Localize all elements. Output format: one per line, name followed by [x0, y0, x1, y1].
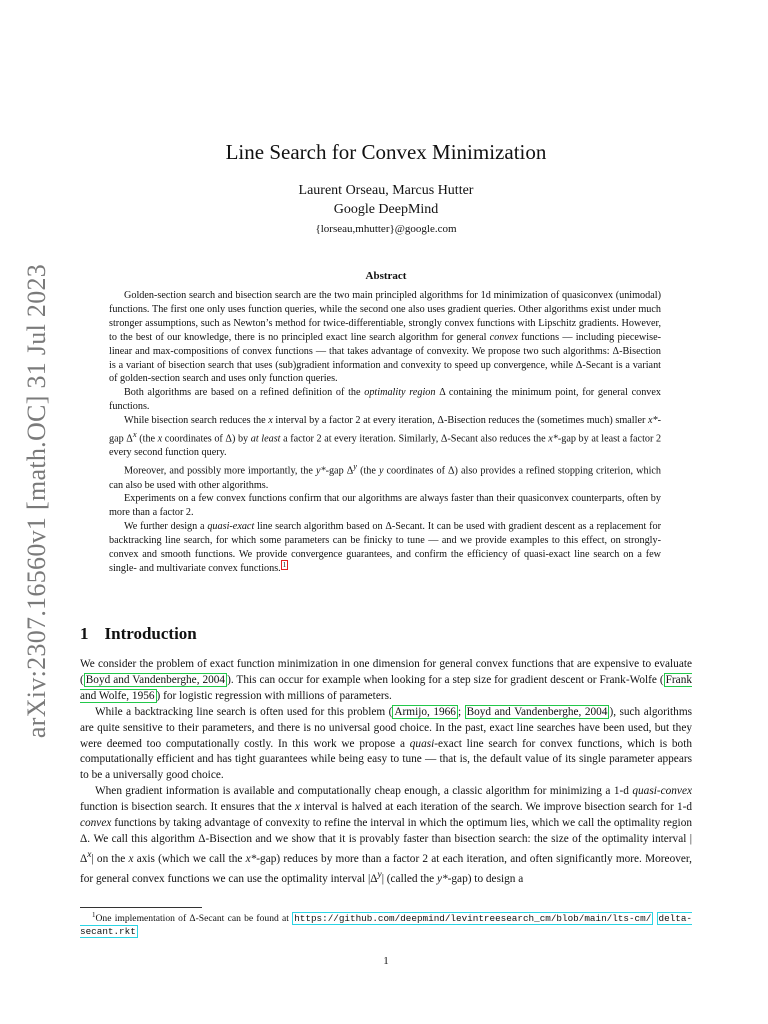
abstract-paragraph [109, 492, 661, 520]
section-title: Introduction [104, 624, 197, 643]
citation-separator: , [196, 673, 203, 686]
paper-affiliation: Google DeepMind [333, 202, 439, 217]
text-span: Δ containing the minimum point, for general convex functions. [109, 387, 661, 413]
arxiv-identifier-stamp [8, 262, 66, 740]
citation-year: 2004 [584, 705, 608, 718]
text-span: -gap by at least a factor 2 every second function query. [109, 433, 662, 459]
text-span: function is bisection search. It ensures that the [80, 801, 292, 814]
text-span: We consider the problem of exact function minimization in one dimension for general convex functions that are expensive to evaluate ( [80, 658, 692, 686]
abstract-paragraph [109, 520, 661, 576]
math-var: x* [548, 433, 558, 445]
body-paragraph [80, 784, 692, 887]
footnote-divider [80, 907, 202, 908]
citation-link[interactable] [392, 705, 458, 719]
emphasis: optimality region [364, 387, 436, 399]
math-sup: y [377, 869, 382, 880]
abstract-paragraph [109, 289, 661, 386]
text-span: (the [360, 465, 376, 477]
text-span: -gap Δ [325, 465, 354, 477]
citation-separator: ; [457, 705, 465, 718]
text-span: While bisection search reduces the [124, 415, 266, 427]
text-span: (the [139, 433, 156, 445]
text-span: We further design a [124, 521, 205, 533]
emphasis: quasi-convex [632, 785, 692, 798]
text-span: When gradient information is available and computationally cheap enough, a classic algorithm for minimizing a 1-d [95, 785, 629, 798]
paper-authors: Laurent Orseau, Marcus Hutter [298, 183, 474, 198]
footnote-mark: 1 [92, 910, 96, 919]
text-span: coordinates of Δ) by [164, 433, 249, 445]
citation-authors: Armijo [394, 705, 428, 718]
math-sup: x [132, 429, 137, 440]
page-number: 1 [383, 955, 389, 967]
math-var: x* [647, 415, 658, 427]
citation-separator: , [126, 689, 132, 702]
math-sup: y [353, 461, 358, 472]
introduction-body [80, 657, 692, 887]
emphasis: at least [250, 433, 281, 445]
section-number: 1 [80, 624, 89, 643]
text-span: Moreover, and possibly more importantly, the [124, 465, 313, 477]
emphasis: convex [489, 331, 518, 343]
math-var: x* [245, 852, 257, 865]
footnote [80, 912, 692, 938]
footnote-url-link-continued[interactable]: delta-secant.rkt [80, 913, 693, 937]
math-sup: x [87, 849, 92, 860]
citation-year: 1966 [433, 705, 456, 718]
text-span: functions by taking advantage of convexity to refine the interval in which the optimum lies, which we call the optimality region Δ. We call this algorithm Δ-Bisection and we show that it is provably faster than bisection search: the size of the optimality interval |Δ [80, 817, 692, 865]
paper-email: {lorseau,mhutter}@google.com [315, 223, 457, 235]
text-span: While a backtracking line search is often used for this problem ( [95, 705, 393, 718]
text-span: line search algorithm based on Δ-Secant. It can be used with gradient descent as a replacement for backtracking line search, for which some parameters can be finicky to tune — and we provide examples to this effect, on strongly-convex and smooth functions. We provide convergence guarantees, and confirm the efficiency of quasi-exact line search on a few single- and multivariate convex functions. [109, 521, 662, 574]
emphasis: quasi [409, 737, 435, 750]
citation-separator: , [427, 705, 434, 718]
citation-authors: Boyd and Vandenberghe [466, 705, 579, 718]
text-span: coordinates of Δ) also provides a refined stopping criterion, which can also be used with other algorithms. [109, 465, 662, 491]
text-span: Both algorithms are based on a refined definition of the [124, 387, 361, 399]
text-span: -gap Δ [109, 415, 662, 445]
text-span: -gap) reduces by more than a factor 2 at each iteration, and often significantly more. Moreover, for general convex functions we can use the optimality interval |Δ [80, 852, 693, 885]
arxiv-stamp-text: arXiv:2307.16560v1 [math.OC] 31 Jul 2023 [22, 263, 51, 739]
text-span: interval is halved at each iteration of the search. We improve bisection search for 1-d [303, 801, 693, 814]
text-span: ). This can occur for example when looking for a step size for gradient descent or Frank-Wolfe ( [227, 673, 664, 686]
text-span: a factor 2 at every iteration. Similarly, Δ-Secant also reduces the [283, 433, 546, 445]
citation-link[interactable] [465, 705, 610, 719]
abstract-paragraph [109, 386, 661, 414]
body-paragraph [80, 705, 692, 785]
text-span: -gap) to design a [447, 872, 524, 885]
text-span: Experiments on a few convex functions confirm that our algorithms are always faster than their quasiconvex counterparts, often by more than a factor 2. [109, 493, 661, 519]
abstract-paragraph [109, 460, 661, 492]
abstract-body [109, 289, 661, 576]
citation-separator: , [578, 705, 585, 718]
footnote-url-link[interactable]: https://github.com/deepmind/levintreesearch_cm/blob/main/lts-cm/ [294, 913, 652, 924]
abstract-heading: Abstract [365, 270, 407, 282]
abstract-paragraph [109, 414, 661, 460]
footnote-link[interactable]: 1 [282, 560, 287, 569]
text-span: | (called the [381, 872, 435, 885]
section-heading [80, 624, 197, 644]
math-var: y* [436, 872, 448, 885]
math-var: y [378, 465, 384, 477]
text-span: axis (which we call the [136, 852, 243, 865]
text-span: Golden-section search and bisection search are the two main principled algorithms for 1d minimization of quasiconvex (unimodal) functions. The first one only uses function queries, while the second one also uses gradient queries. Other algorithms exist under much stronger assumptions, such as Newton’s method for twice-differentiable, strongly convex functions with Lipschitz gradients. However, to the best of our knowledge, there is no principled exact line search algorithm for general [109, 290, 661, 343]
text-span: | on the [91, 852, 126, 865]
body-paragraph [80, 657, 692, 705]
math-var: x [128, 852, 134, 865]
text-span: -exact line search for convex functions, which is both computationally efficient and has tight guarantees while being easy to tune — that is, the default value of its single parameter appears to be a universally good choice. [80, 737, 692, 782]
citation-year: 2004 [202, 673, 226, 686]
math-var: y* [315, 465, 326, 477]
citation-year: 1956 [131, 689, 155, 702]
text-span: interval by a factor 2 at every iteration, Δ-Bisection reduces the (sometimes much) smaller [275, 415, 646, 427]
paper-title: Line Search for Convex Minimization [225, 140, 547, 164]
footnote-text: One implementation of Δ-Secant can be found at [95, 913, 289, 924]
citation-link[interactable] [84, 673, 227, 687]
text-span: ), such algorithms are quite sensitive to their parameters, and there is no universal good choice. In the past, exact line searches have been used, but they were deemed too computationally costly. In this work we propose a [80, 705, 693, 750]
math-var: x [157, 433, 163, 445]
citation-authors: Frank and Wolfe [80, 673, 692, 702]
text-span: ) for logistic regression with millions of parameters. [156, 689, 392, 702]
citation-authors: Boyd and Vandenberghe [85, 673, 197, 686]
math-var: x [268, 415, 273, 427]
emphasis: quasi-exact [207, 521, 255, 533]
math-var: x [294, 801, 300, 814]
emphasis: convex [80, 817, 112, 830]
text-span: functions — including piecewise-linear and max-compositions of convex functions — that takes advantage of convexity. We propose two such algorithms: Δ-Bisection is a variant of bisection search that uses (sub)gradient information and convexity to speed up convergence, while Δ-Secant is a variant of golden-section search and uses only function queries. [109, 331, 661, 385]
